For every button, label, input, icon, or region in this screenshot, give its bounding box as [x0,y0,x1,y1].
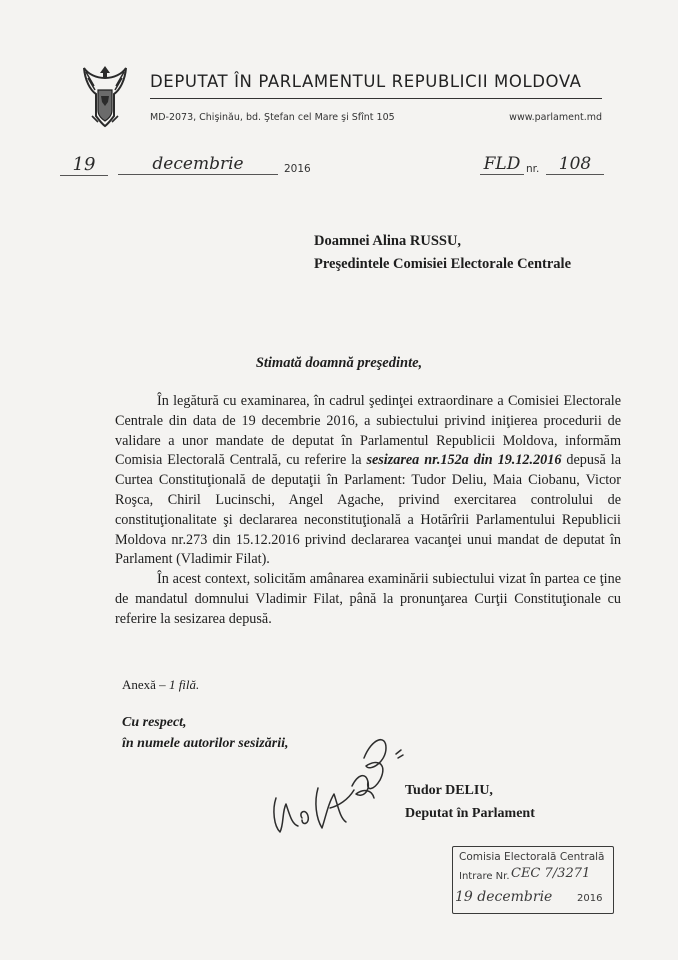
coat-of-arms-icon [82,64,128,130]
body-text-part: În legătură cu examinarea, în cadrul şedinţei extraordinare a Comisiei Electorale Centrale din data de 19 decembrie 2016, a subiectului privind iniţierea procedurii de validare a unor mandate de deputat în Parlamentul Republicii Moldova, informăm Comisia Electorală Centrală, cu referire la [115,393,621,469]
annex-value: 1 filă. [168,677,200,692]
closing-block [122,712,288,754]
registration-stamp [452,846,614,914]
letterhead-website: www.parlament.md [509,112,602,123]
stamp-organization: Comisia Electorală Centrală [459,851,605,863]
body-text-part: depusă la Curtea Constituţională de deputaţii în Parlament: Tudor Deliu, Maia Ciobanu, Victor Roşca, Chiril Lucinschi, Angel Agache, privind exercitarea controlului de constituţionalitate şi declararea neconstituţională a Hotărîrii Parlamentului Republicii Moldova nr.273 din 15.12.2016 privind declararea vacanţei unui mandat de deputat în Parlament (Vladimir Filat). [115,452,621,568]
body-paragraph: În acest context, solicităm amânarea examinării subiectului vizat în partea ce ţine de mandatul domnului Vladimir Filat, până la pronunţarea Curţii Constituţionale cu referire la sesizarea depusă. [115,571,621,627]
letter-body [115,392,621,630]
signatory-name: Tudor DELIU, [405,783,493,798]
date-day: 19 [60,154,108,176]
date-year: 2016 [284,163,311,175]
closing-line: Cu respect, [122,715,187,730]
date-reference-line [60,154,620,184]
letterhead-divider [150,98,602,99]
stamp-year: 2016 [577,893,603,904]
salutation: Stimată doamnă preşedinte, [255,355,423,371]
stamp-number-label: Intrare Nr. [459,871,510,882]
signatory-title: Deputat în Parlament [405,806,535,821]
signatory-block [405,779,535,825]
letterhead-title: DEPUTAT ÎN PARLAMENTUL REPUBLICII MOLDOVA [150,72,582,91]
stamp-date: 19 decembrie [455,889,553,905]
closing-line: în numele autorilor sesizării, [122,736,289,751]
addressee-position: Preşedintele Comisiei Electorale Centrale [314,256,572,272]
handwritten-signature [268,728,418,840]
referral-reference: sesizarea nr.152a din 19.12.2016 [366,452,562,469]
stamp-number-value: CEC 7/3271 [511,866,591,881]
addressee-name: Doamnei Alina RUSSU, [314,233,462,249]
addressee-block [314,230,571,276]
annex-line [122,677,199,693]
annex-label: Anexă – [122,677,169,692]
reference-number-label: nr. [526,163,540,175]
body-paragraph [115,392,621,570]
date-month: decembrie [118,154,278,175]
reference-number: 108 [546,154,604,175]
reference-code: FLD [480,154,524,175]
letterhead-address: MD-2073, Chişinău, bd. Ştefan cel Mare şi Sfînt 105 [150,112,395,123]
